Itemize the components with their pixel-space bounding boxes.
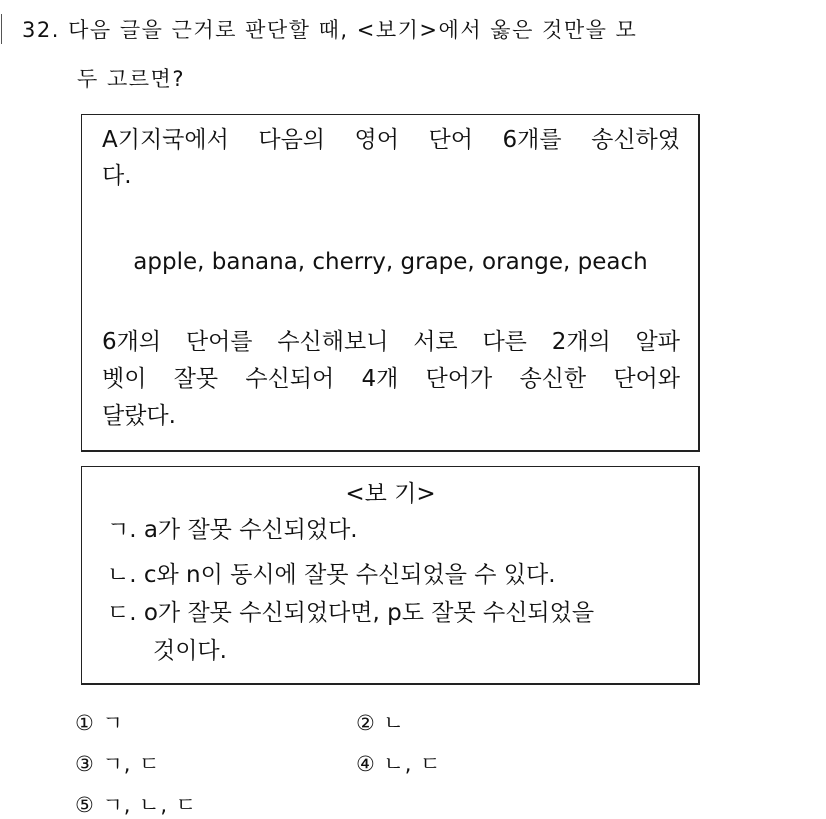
bogi-item-3-line-2: 것이다.: [153, 638, 227, 664]
passage-line-4: 벳이 잘못 수신되어 4개 단어가 송신한 단어와: [102, 366, 680, 392]
passage-box: [81, 114, 700, 452]
question-text-line-2: 두 고르면?: [77, 67, 185, 91]
passage-word-list: apple, banana, cherry, grape, orange, peach: [133, 249, 648, 275]
bogi-title: <보 기>: [345, 481, 436, 507]
passage-line-1: A기지국에서 다음의 영어 단어 6개를 송신하였: [102, 127, 680, 153]
bogi-item-2: ㄴ. c와 n이 동시에 잘못 수신되었을 수 있다.: [107, 562, 556, 588]
bogi-item-1: ㄱ. a가 잘못 수신되었다.: [107, 517, 358, 543]
option-2[interactable]: ② ㄴ: [356, 711, 405, 735]
option-4[interactable]: ④ ㄴ, ㄷ: [356, 752, 442, 776]
option-5[interactable]: ⑤ ㄱ, ㄴ, ㄷ: [75, 793, 198, 817]
bogi-box: [81, 466, 700, 685]
option-3[interactable]: ③ ㄱ, ㄷ: [75, 752, 161, 776]
option-1[interactable]: ① ㄱ: [75, 711, 124, 735]
passage-line-3: 6개의 단어를 수신해보니 서로 다른 2개의 알파: [102, 329, 680, 355]
passage-line-2: 다.: [102, 163, 132, 189]
question-text-line-1: 32. 다음 글을 근거로 판단할 때, <보기>에서 옳은 것만을 모: [22, 18, 638, 42]
bogi-item-3-line-1: ㄷ. o가 잘못 수신되었다면, p도 잘못 수신되었을: [107, 600, 595, 626]
passage-line-5: 달랐다.: [102, 403, 176, 429]
left-margin-rule: [1, 14, 2, 44]
